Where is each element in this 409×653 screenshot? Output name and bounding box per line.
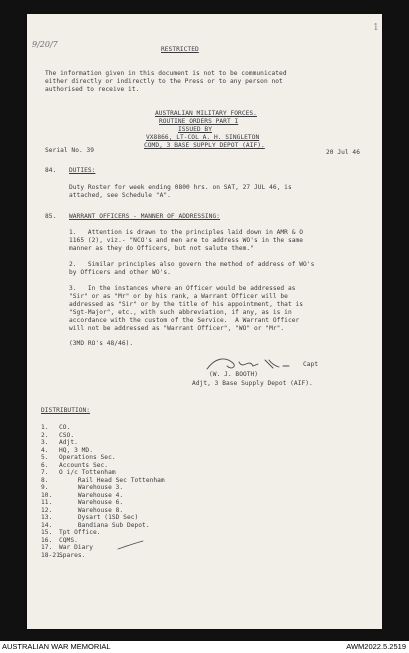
document-page	[27, 14, 382, 629]
paragraph-line: Duty Roster for week ending 0800 hrs. on SAT, 27 JUL 46, is	[69, 184, 292, 191]
paragraph-line: accordance with the custom of the Service. A Warrant Officer	[69, 317, 300, 324]
archive-footer	[0, 641, 409, 653]
notice-line: either directly or indirectly to the Press or to any person not	[45, 78, 283, 85]
archive-name: AUSTRALIAN WAR MEMORIAL	[2, 642, 111, 651]
distribution-title: DISTRIBUTION:	[41, 407, 91, 414]
corner-mark: 1	[373, 23, 379, 33]
distribution-number: 14.	[41, 521, 53, 529]
heading-line: AUSTRALIAN MILITARY FORCES.	[155, 110, 257, 117]
signatory-appointment: Adjt, 3 Base Supply Depot (AIF).	[192, 380, 313, 387]
section-title: DUTIES:	[69, 167, 96, 174]
distribution-number: 8.	[41, 476, 49, 484]
distribution-number: 9.	[41, 484, 49, 491]
serial-number: Serial No. 39	[45, 147, 95, 154]
distribution-item: Tpt Office.	[59, 529, 101, 536]
distribution-item: Warehouse 6.	[59, 499, 124, 506]
paragraph-line: by Officers and other WO's.	[69, 269, 171, 276]
paragraph-line: attached, see Schedule "A".	[69, 192, 171, 199]
paragraph-line: "Sir" or as "Mr" or by his rank, a Warrant Officer will be	[69, 293, 288, 300]
paragraph-line: addressed as "Sir" or by the title of his appointment, that is	[69, 301, 304, 308]
paragraph-line: 1165 (2), viz.- "NCO's and men are to address WO's in the same	[69, 237, 304, 244]
distribution-number: 11.	[41, 499, 53, 506]
distribution-item: CO.	[59, 424, 71, 431]
distribution-item: Rail Head Sec Tottenham	[59, 476, 165, 484]
distribution-item: Warehouse 8.	[59, 506, 124, 514]
distribution-item: O i/c Tottenham	[59, 469, 116, 476]
order-date: 20 Jul 46	[326, 149, 360, 156]
distribution-item: Warehouse 4.	[59, 491, 124, 499]
paragraph-line: 3. In the instances where an Officer would be addressed as	[69, 285, 296, 292]
notice-line: authorised to receive it.	[45, 86, 140, 93]
section-title: WARRANT OFFICERS - MANNER OF ADDRESSING:	[69, 213, 221, 220]
archive-reference: AWM2022.5.2519	[346, 642, 406, 651]
signatory-name: (W. J. BOOTH)	[209, 371, 259, 378]
distribution-number: 15.	[41, 529, 53, 536]
distribution-item: Adjt.	[59, 439, 78, 446]
distribution-number: 17.	[41, 544, 53, 551]
check-mark-icon	[116, 540, 146, 552]
distribution-number: 10.	[41, 491, 53, 499]
distribution-item: Spares.	[59, 551, 86, 559]
section-number: 85.	[45, 213, 57, 220]
paragraph-line: "Sgt-Major", etc., with such abbreviation, if any, as is in	[69, 309, 292, 316]
distribution-number: 18-21.	[41, 551, 64, 559]
distribution-number: 1.	[41, 424, 49, 431]
distribution-number: 4.	[41, 446, 49, 454]
paragraph-line: will not be addressed as "Warrant Officer", "WO" or "Mr".	[69, 325, 285, 332]
section-number: 84.	[45, 167, 57, 174]
paragraph-line: 1. Attention is drawn to the principles laid down in AMR & O	[69, 229, 304, 236]
distribution-number: 16.	[41, 536, 53, 544]
signatory-rank: Capt	[303, 361, 319, 368]
classification: RESTRICTED	[161, 46, 199, 53]
notice-line: The information given in this document is not to be communicated	[45, 70, 287, 77]
distribution-number: 2.	[41, 431, 49, 439]
distribution-number: 13.	[41, 514, 53, 521]
distribution-item: Warehouse 3.	[59, 484, 124, 491]
heading-line: ROUTINE ORDERS PART I	[159, 118, 239, 125]
distribution-item: Dysart (1SD Sec)	[59, 514, 139, 521]
heading-line: VX8866, LT-COL A. H. SINGLETON	[146, 134, 260, 141]
heading-line: COMD, 3 BASE SUPPLY DEPOT (AIF).	[144, 142, 265, 149]
distribution-item: Accounts Sec.	[59, 461, 109, 469]
distribution-item: Operations Sec.	[59, 454, 116, 461]
distribution-number: 6.	[41, 461, 49, 469]
distribution-item: CSO.	[59, 431, 75, 439]
paragraph-line: (3MD RO's 48/46).	[69, 340, 134, 347]
distribution-number: 12.	[41, 506, 53, 514]
paragraph-line: 2. Similar principles also govern the method of address of WO's	[69, 261, 315, 268]
heading-line: ISSUED BY	[178, 126, 212, 133]
distribution-number: 7.	[41, 469, 49, 476]
distribution-number: 3.	[41, 439, 49, 446]
distribution-item: Bandiana Sub Depot.	[59, 521, 150, 529]
paragraph-line: manner as they do Officers, but not salute them."	[69, 245, 254, 252]
distribution-number: 5.	[41, 454, 49, 461]
distribution-item: CQMS.	[59, 536, 78, 544]
file-reference: 9/20/7	[32, 40, 58, 49]
distribution-item: HQ, 3 MD.	[59, 446, 93, 454]
distribution-item: War Diary	[59, 544, 93, 551]
